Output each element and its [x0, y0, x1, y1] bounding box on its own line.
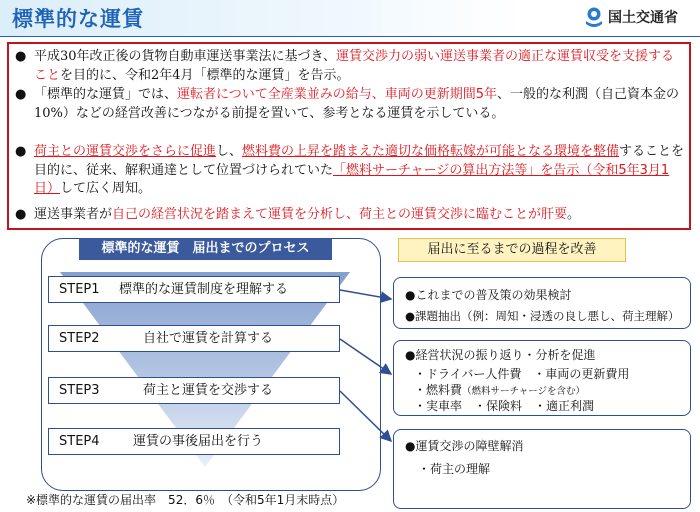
bullet-segment: 自己の経営状況を踏まえて運賃を分析し、荷主との運賃交渉に臨むことが肝要 [112, 207, 568, 222]
step-number: STEP2 [59, 331, 100, 346]
step-number: STEP3 [59, 383, 100, 398]
bullet-segment: 、一般的な利潤（自己資本金の10%）などの経営改善につながる前提を置いて、参考となる運賃を示している。 [34, 87, 680, 121]
bullet-segment: 運賃交渉力の弱い運送事業者の適正な運賃収受を支援すること [34, 49, 675, 83]
step-2 [48, 325, 340, 352]
bullet-dot-icon: ● [15, 87, 27, 102]
detail-line: ・燃料費 [414, 383, 463, 397]
bullet-dot-icon: ● [15, 207, 27, 222]
improve-banner: 届出に至るまでの過程を改善 [398, 238, 626, 262]
step-label: 自社で運賃を計算する [143, 331, 274, 346]
detail-box-negotiation [393, 429, 691, 509]
arrow-step3 [340, 391, 391, 441]
step-number: STEP4 [59, 434, 100, 449]
detail-line: ・荷主の理解 [418, 462, 491, 476]
detail-line: ●課題抽出（例：周知・浸透の良し悪し、荷主理解） [405, 309, 680, 323]
bullet-segment: 運転者について全産業並みの給与、車両の更新期間5年 [177, 87, 498, 102]
step-4 [48, 428, 340, 455]
bullet-segment: 運送事業者が [34, 207, 113, 222]
bullet-segment: を目的に、令和2年4月「標準的な運賃」を告示。 [60, 67, 350, 83]
step-label: 荷主と運賃を交渉する [143, 383, 274, 398]
bullet-segment: 「燃料サーチャージの算出方法等」を告示（令和5年3月1日） [34, 162, 670, 197]
bullet-segment: して広く周知。 [60, 181, 152, 197]
arrow-step1 [340, 290, 391, 299]
step-1 [48, 276, 340, 303]
bullet-dot-icon: ● [15, 49, 27, 64]
detail-line: ・実車率 ・保険料 ・適正利潤 [414, 399, 595, 413]
step-3 [48, 377, 340, 404]
detail-box-analysis [393, 340, 691, 416]
bullet-segment: 平成30年改正後の貨物自動車運送事業法に基づき、 [34, 49, 337, 64]
bullet-segment: 荷主との運賃交渉をさらに促進 [34, 144, 217, 159]
bullet-dot-icon: ● [15, 144, 27, 159]
footnote: ※標準的な運賃の届出率 52．6％ （令和5年1月末時点） [26, 493, 345, 507]
process-title: 標準的な運賃 届出までのプロセス [79, 238, 332, 260]
detail-note: （燃料サーチャージを含む） [462, 386, 586, 397]
bullet-segment: 。 [567, 207, 581, 222]
detail-line: ●これまでの普及策の効果検討 [405, 288, 572, 302]
bullet-segment: 「標準的な運賃」では、 [34, 87, 178, 102]
step-number: STEP1 [59, 282, 100, 297]
detail-box-review [393, 277, 691, 329]
bullet-segment: することを目的に、従来、解釈通達として位置づけられていた [34, 144, 685, 178]
page-title: 標準的な運賃 [12, 7, 144, 31]
detail-line: ●経営状況の振り返り・分析を促進 [405, 348, 596, 362]
bullet-segment: し、 [216, 144, 243, 159]
step-label: 標準的な運賃制度を理解する [119, 282, 289, 297]
arrow-step2 [340, 339, 391, 374]
bullet-segment: 燃料費の上昇を踏まえた適切な価格転嫁が可能となる環境を整備 [242, 144, 620, 159]
ministry-name: 国土交通省 [608, 10, 678, 26]
detail-line: ・ドライバー人件費 ・車両の更新費用 [414, 367, 630, 381]
detail-line: ●運賃交渉の障壁解消 [405, 439, 524, 453]
step-label: 運賃の事後届出を行う [133, 434, 264, 449]
